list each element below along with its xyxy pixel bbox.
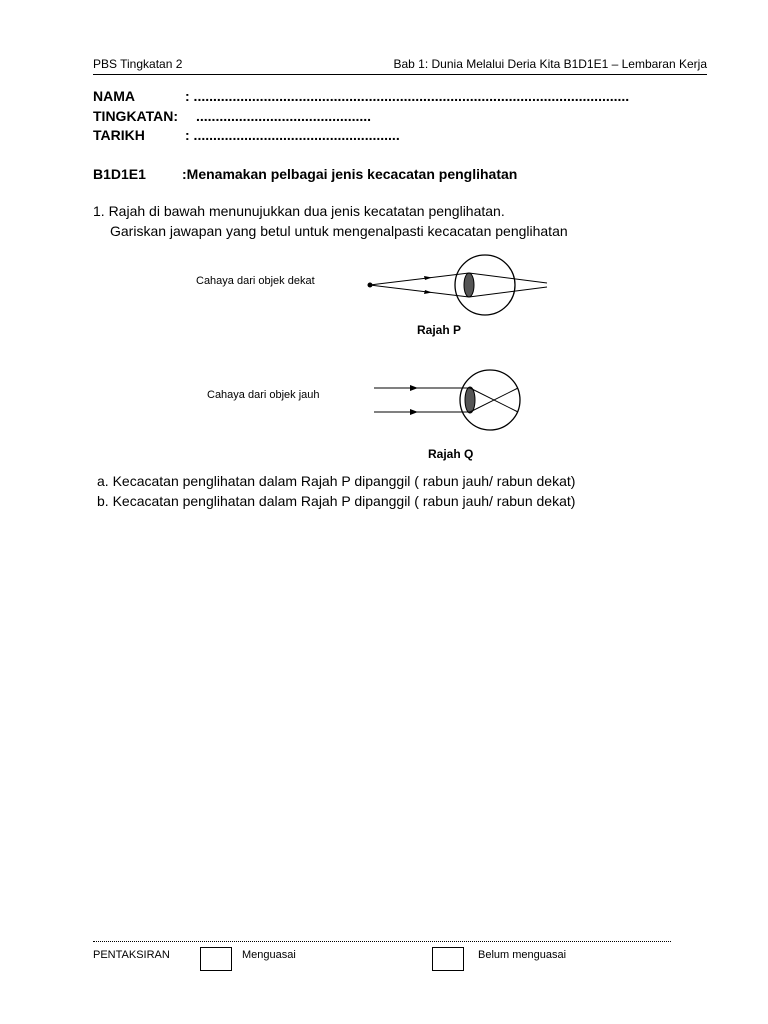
diagram-q-label: Rajah Q bbox=[428, 447, 474, 461]
footer-divider bbox=[93, 941, 671, 942]
diagram-p-label: Rajah P bbox=[417, 323, 462, 337]
header-right: Bab 1: Dunia Melalui Deria Kita B1D1E1 – Lembaran Kerja bbox=[393, 57, 707, 71]
date-blank[interactable]: : ..................................................... bbox=[185, 127, 400, 143]
eye-diagram-p bbox=[360, 250, 555, 320]
header-left: PBS Tingkatan 2 bbox=[93, 57, 183, 71]
topic-heading bbox=[93, 166, 517, 182]
form-blank[interactable]: ............................................. bbox=[196, 108, 372, 124]
answer-a[interactable]: a. Kecacatan penglihatan dalam Rajah P dipanggil ( rabun jauh/ rabun dekat) bbox=[97, 473, 576, 489]
topic-code: B1D1E1 bbox=[93, 166, 146, 182]
name-field bbox=[93, 88, 629, 104]
date-label: TARIKH bbox=[93, 127, 145, 143]
answer-b[interactable]: b. Kecacatan penglihatan dalam Rajah P dipanggil ( rabun jauh/ rabun dekat) bbox=[97, 493, 576, 509]
form-field bbox=[93, 108, 371, 124]
diagram-q-caption: Cahaya dari objek jauh bbox=[207, 389, 320, 401]
lens-p bbox=[464, 273, 474, 297]
topic-title: :Menamakan pelbagai jenis kecacatan penglihatan bbox=[182, 166, 518, 182]
not-mastered-checkbox[interactable] bbox=[432, 947, 464, 971]
mastered-label: Menguasai bbox=[242, 949, 296, 961]
not-mastered-label: Belum menguasai bbox=[478, 949, 567, 961]
form-label: TINGKATAN: bbox=[93, 108, 179, 124]
eye-diagram-q bbox=[370, 363, 555, 438]
header-divider bbox=[93, 74, 707, 75]
date-field bbox=[93, 127, 400, 143]
assessment-label: PENTAKSIRAN bbox=[93, 949, 170, 961]
name-label: NAMA bbox=[93, 88, 135, 104]
diagram-p-caption: Cahaya dari objek dekat bbox=[196, 275, 315, 287]
name-blank[interactable]: : ................................................................................................................ bbox=[185, 88, 630, 104]
lens-q bbox=[465, 387, 475, 413]
mastered-checkbox[interactable] bbox=[200, 947, 232, 971]
question-line-2: Gariskan jawapan yang betul untuk mengenalpasti kecacatan penglihatan bbox=[110, 223, 568, 239]
question-line-1: 1. Rajah di bawah menunujukkan dua jenis kecatatan penglihatan. bbox=[93, 203, 505, 219]
